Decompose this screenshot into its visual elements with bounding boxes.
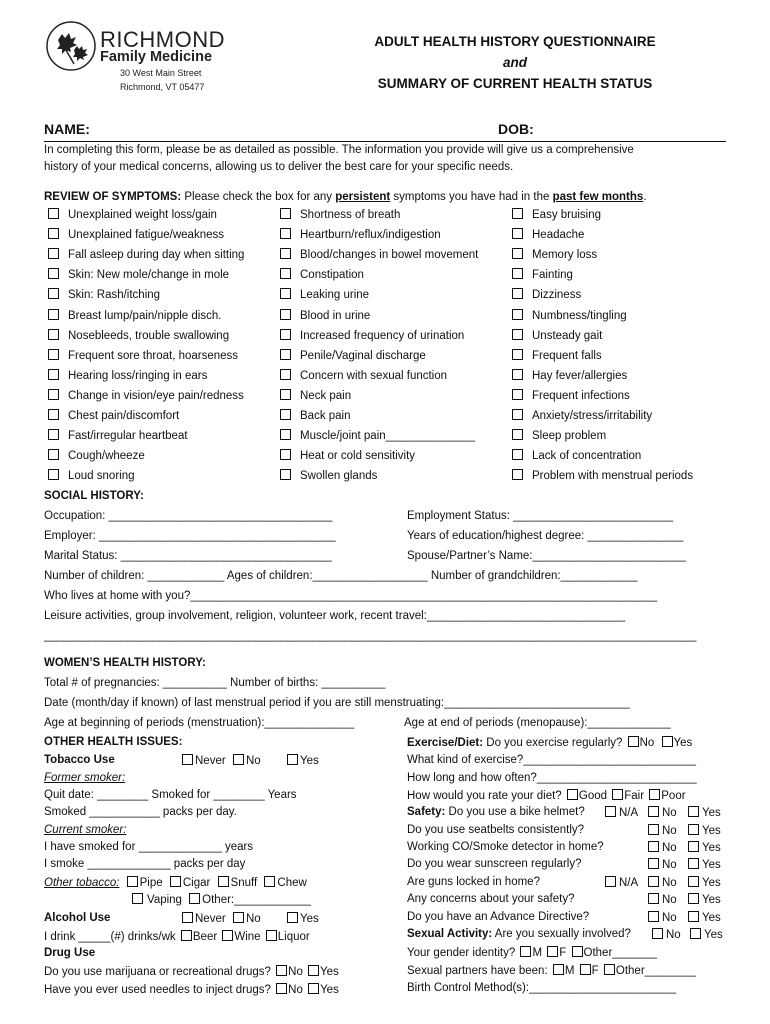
symptom-label: Lack of concentration — [532, 450, 642, 463]
symptom-label: Anxiety/stress/irritability — [532, 410, 653, 422]
symptom-checkbox[interactable] — [512, 208, 523, 219]
pipe-label: Pipe — [139, 877, 163, 889]
symptom-item[interactable] — [48, 268, 229, 281]
symptom-item[interactable] — [48, 449, 145, 462]
symptom-checkbox[interactable] — [512, 309, 523, 320]
yes-checkbox[interactable] — [688, 841, 699, 852]
symptom-item[interactable] — [48, 429, 188, 442]
marital-field[interactable]: Marital Status: _________________________________ — [44, 550, 332, 562]
symptom-item[interactable] — [280, 469, 377, 482]
symptom-item[interactable] — [512, 228, 584, 241]
symptom-item[interactable] — [280, 309, 370, 322]
needles-no-label: No — [288, 984, 303, 996]
needles-yes-label: Yes — [320, 984, 339, 996]
symptom-checkbox[interactable] — [280, 349, 291, 360]
symptom-item[interactable] — [48, 288, 160, 301]
yes-checkbox[interactable] — [688, 824, 699, 835]
sexual-activity-question: Are you sexually involved? — [492, 928, 631, 940]
no-label: No — [662, 825, 677, 837]
diet-fair-label: Fair — [624, 790, 645, 802]
symptom-checkbox[interactable] — [280, 409, 291, 420]
exercise-yes-checkbox[interactable] — [662, 736, 673, 747]
symptom-label: Numbness/tingling — [532, 309, 627, 322]
tobacco-yes-checkbox[interactable] — [287, 754, 298, 765]
address-line-2: Richmond, VT 05477 — [120, 82, 205, 92]
symptom-checkbox[interactable] — [280, 469, 291, 480]
symptom-item[interactable] — [48, 329, 229, 342]
lives-with-field[interactable]: Who lives at home with you?_________________________________________________________________________ — [44, 590, 658, 602]
symptom-label: Unsteady gait — [532, 329, 603, 342]
symptom-item[interactable] — [280, 288, 369, 301]
symptom-item[interactable] — [280, 449, 415, 462]
symptom-item[interactable] — [280, 369, 447, 382]
symptom-item[interactable] — [48, 208, 217, 221]
symptom-label: Hearing loss/ringing in ears — [68, 369, 208, 382]
symptom-label: Swollen glands — [300, 470, 378, 483]
sexual-activity-label: Sexual Activity: — [407, 928, 493, 940]
symptom-label: Frequent sore throat, hoarseness — [68, 349, 239, 362]
marijuana-no-checkbox[interactable] — [276, 965, 287, 976]
wine-label: Wine — [234, 931, 261, 943]
symptom-item[interactable] — [48, 469, 135, 482]
symptom-item[interactable] — [48, 389, 244, 402]
drinks-per-week-field[interactable]: I drink _____(#) drinks/wk — [44, 931, 176, 943]
symptom-checkbox[interactable] — [48, 349, 59, 360]
partners-f-label: F — [591, 965, 599, 977]
exercise-label: Exercise/Diet: — [407, 737, 484, 749]
symptom-item[interactable] — [48, 309, 221, 322]
no-checkbox[interactable] — [648, 893, 659, 904]
symptom-checkbox[interactable] — [512, 228, 523, 239]
yes-label: Yes — [702, 877, 721, 889]
leisure-field-continued[interactable]: ______________________________________________________________________________________________________ — [44, 630, 697, 642]
symptom-label: Muscle/joint pain______________ — [300, 430, 476, 443]
symptom-checkbox[interactable] — [512, 389, 523, 400]
diet-poor-label: Poor — [661, 790, 686, 802]
symptom-checkbox[interactable] — [512, 369, 523, 380]
yes-checkbox[interactable] — [688, 893, 699, 904]
symptom-label: Unexplained weight loss/gain — [68, 209, 217, 221]
alcohol-yes-checkbox[interactable] — [287, 912, 298, 923]
vaping-label: Vaping — [147, 894, 182, 906]
yes-label: Yes — [704, 929, 723, 941]
marijuana-yes-label: Yes — [320, 966, 339, 978]
maple-leaf-logo — [44, 20, 98, 72]
no-checkbox[interactable] — [648, 911, 659, 922]
liquor-checkbox[interactable] — [266, 930, 277, 941]
symptom-label: Sleep problem — [532, 430, 607, 443]
symptom-item[interactable] — [512, 309, 627, 322]
safety-question: Working CO/Smoke detector in home? — [407, 841, 604, 853]
brand-subtitle: Family Medicine — [100, 49, 213, 65]
intro-line-1: In completing this form, please be as detailed as possible. The information you provide will give us a comprehensive — [44, 144, 634, 156]
symptom-checkbox[interactable] — [280, 228, 291, 239]
symptom-checkbox[interactable] — [280, 429, 291, 440]
gender-other-field[interactable]: Other_______ — [583, 947, 658, 959]
vaping-checkbox[interactable] — [132, 893, 143, 904]
symptom-checkbox[interactable] — [280, 449, 291, 460]
na-checkbox[interactable] — [605, 876, 616, 887]
needles-no-checkbox[interactable] — [276, 983, 287, 994]
yes-checkbox[interactable] — [688, 858, 699, 869]
no-label: No — [662, 842, 677, 854]
brand-name: RICHMOND — [100, 27, 225, 52]
yes-checkbox[interactable] — [688, 876, 699, 887]
yes-checkbox[interactable] — [688, 911, 699, 922]
symptom-label: Memory loss — [532, 249, 598, 262]
ros-text-b: symptoms you have had in the — [390, 191, 553, 203]
yes-label: Yes — [702, 842, 721, 854]
symptom-label: Fainting — [532, 269, 573, 282]
no-checkbox[interactable] — [648, 841, 659, 852]
alcohol-label: Alcohol Use — [44, 912, 111, 924]
symptom-label: Neck pain — [300, 389, 352, 402]
cigar-checkbox[interactable] — [170, 876, 181, 887]
symptom-checkbox[interactable] — [280, 309, 291, 320]
employment-field[interactable]: Employment Status: _________________________ — [407, 510, 673, 522]
no-label: No — [662, 877, 677, 889]
needles-question: Have you ever used needles to inject drugs? — [44, 984, 271, 996]
symptom-checkbox[interactable] — [512, 429, 523, 440]
symptom-label: Hay fever/allergies — [532, 369, 628, 382]
symptom-item[interactable] — [280, 208, 400, 221]
no-checkbox[interactable] — [648, 824, 659, 835]
gender-m-label: M — [532, 947, 543, 959]
alcohol-never-checkbox[interactable] — [182, 912, 193, 923]
partners-m-checkbox[interactable] — [553, 964, 564, 975]
chew-label: Chew — [277, 877, 307, 889]
symptom-checkbox[interactable] — [512, 248, 523, 259]
symptom-checkbox[interactable] — [48, 208, 59, 219]
alcohol-no-label: No — [246, 913, 261, 925]
exercise-question: Do you exercise regularly? — [483, 737, 623, 749]
smoked-years-field[interactable]: I have smoked for _____________ years — [44, 841, 254, 853]
safety-question: Do you have an Advance Directive? — [407, 911, 590, 923]
symptom-checkbox[interactable] — [48, 409, 59, 420]
symptom-checkbox[interactable] — [512, 449, 523, 460]
symptom-label: Concern with sexual function — [300, 369, 448, 382]
symptom-label: Frequent infections — [532, 389, 630, 402]
symptom-checkbox[interactable] — [512, 469, 523, 480]
symptom-label: Blood/changes in bowel movement — [300, 249, 479, 262]
tobacco-never-label: Never — [195, 755, 226, 767]
name-field[interactable] — [100, 136, 490, 140]
ros-text-c: . — [643, 191, 647, 203]
symptom-item[interactable] — [48, 248, 244, 261]
symptom-checkbox[interactable] — [48, 248, 59, 259]
address-line-1: 30 West Main Street — [120, 68, 202, 78]
no-label: No — [662, 894, 677, 906]
symptom-label: Fall asleep during day when sitting — [68, 249, 245, 262]
tobacco-no-checkbox[interactable] — [233, 754, 244, 765]
symptom-checkbox[interactable] — [48, 389, 59, 400]
yes-label: Yes — [702, 807, 721, 819]
form-title-and: and — [502, 55, 527, 70]
beer-checkbox[interactable] — [181, 930, 192, 941]
symptom-label: Fast/irregular heartbeat — [68, 430, 188, 443]
gender-m-checkbox[interactable] — [520, 946, 531, 957]
symptom-checkbox[interactable] — [48, 429, 59, 440]
exercise-no-checkbox[interactable] — [628, 736, 639, 747]
no-label: No — [666, 929, 681, 941]
symptom-checkbox[interactable] — [280, 248, 291, 259]
symptom-label: Breast lump/pain/nipple disch. — [68, 309, 222, 322]
dob-field[interactable] — [540, 136, 720, 140]
symptom-label: Penile/Vaginal discharge — [300, 349, 426, 362]
no-label: No — [662, 807, 677, 819]
symptom-label: Loud snoring — [68, 470, 135, 483]
symptom-item[interactable] — [512, 268, 573, 281]
symptom-label: Leaking urine — [300, 289, 370, 302]
yes-label: Yes — [702, 894, 721, 906]
symptom-label: Easy bruising — [532, 209, 602, 221]
no-checkbox[interactable] — [648, 806, 659, 817]
symptom-item[interactable] — [280, 228, 441, 241]
symptom-label: Skin: Rash/itching — [68, 289, 161, 302]
safety-question: Do you use seatbelts consistently? — [407, 824, 585, 836]
symptom-label: Problem with menstrual periods — [532, 470, 694, 483]
age-end-field[interactable]: Age at end of periods (menopause):_____________ — [404, 717, 671, 729]
womens-heading: WOMEN’S HEALTH HISTORY: — [44, 657, 206, 669]
symptom-label: Headache — [532, 229, 585, 242]
symptom-item[interactable] — [48, 228, 224, 241]
needles-yes-checkbox[interactable] — [308, 983, 319, 994]
symptom-item[interactable] — [512, 329, 602, 342]
symptom-checkbox[interactable] — [512, 409, 523, 420]
symptom-item[interactable] — [280, 329, 464, 342]
symptom-item[interactable] — [512, 349, 602, 362]
chew-checkbox[interactable] — [264, 876, 275, 887]
tobacco-yes-label: Yes — [300, 755, 319, 767]
pipe-checkbox[interactable] — [127, 876, 138, 887]
symptom-checkbox[interactable] — [512, 349, 523, 360]
beer-label: Beer — [192, 931, 218, 943]
children-field[interactable]: Number of children: ____________ Ages of children:__________________ Number of grandchildren:____________ — [44, 570, 638, 582]
no-checkbox[interactable] — [652, 928, 663, 939]
education-field[interactable]: Years of education/highest degree: _______________ — [407, 530, 684, 542]
partners-other-field[interactable]: Other________ — [615, 965, 696, 977]
cigar-label: Cigar — [182, 877, 211, 889]
na-label: N/A — [619, 877, 639, 889]
lmp-field[interactable]: Date (month/day if known) of last menstrual period if you are still menstruating:_____________________________ — [44, 697, 630, 709]
no-label: No — [662, 912, 677, 924]
ros-instructions — [44, 191, 647, 203]
na-checkbox[interactable] — [605, 806, 616, 817]
exercise-yes-label: Yes — [673, 737, 693, 749]
no-checkbox[interactable] — [648, 876, 659, 887]
yes-checkbox[interactable] — [690, 928, 701, 939]
birth-control-field[interactable]: Birth Control Method(s):_______________________ — [407, 982, 677, 994]
no-checkbox[interactable] — [648, 858, 659, 869]
safety-question: Do you wear sunscreen regularly? — [407, 858, 582, 870]
symptom-item[interactable] — [280, 248, 478, 261]
symptom-label: Frequent falls — [532, 349, 602, 362]
symptom-item[interactable] — [512, 288, 581, 301]
symptom-label: Shortness of breath — [300, 209, 401, 221]
symptom-item[interactable] — [512, 389, 630, 402]
symptom-checkbox[interactable] — [48, 329, 59, 340]
symptom-item[interactable] — [280, 409, 351, 422]
other-tobacco-field[interactable]: Other:____________ — [202, 894, 311, 906]
alcohol-never-label: Never — [195, 913, 226, 925]
symptom-label: Heat or cold sensitivity — [300, 450, 416, 463]
symptom-item[interactable] — [512, 449, 641, 462]
symptom-label: Back pain — [300, 410, 351, 422]
symptom-label: Nosebleeds, trouble swallowing — [68, 329, 230, 342]
symptom-label: Cough/wheeze — [68, 450, 145, 463]
gender-question: Your gender identity? — [407, 947, 516, 959]
diet-good-label: Good — [578, 790, 608, 802]
alcohol-no-checkbox[interactable] — [233, 912, 244, 923]
symptom-item[interactable] — [48, 409, 179, 422]
helmet-question: Do you use a bike helmet? — [445, 806, 585, 818]
form-title: ADULT HEALTH HISTORY QUESTIONNAIRE — [374, 34, 656, 49]
drug-use-label: Drug Use — [44, 947, 96, 959]
symptom-item[interactable] — [512, 469, 693, 482]
former-smoker-label: Former smoker: — [44, 772, 126, 784]
symptom-checkbox[interactable] — [512, 288, 523, 299]
symptom-item[interactable] — [512, 429, 606, 442]
diet-question: How would you rate your diet? — [407, 790, 562, 802]
symptom-checkbox[interactable] — [280, 329, 291, 340]
symptom-item[interactable] — [512, 409, 652, 422]
spouse-field[interactable]: Spouse/Partner’s Name:________________________ — [407, 550, 686, 562]
symptom-label: Change in vision/eye pain/redness — [68, 389, 244, 402]
exercise-frequency-field[interactable]: How long and how often?_________________________ — [407, 772, 697, 784]
current-smoker-label: Current smoker: — [44, 824, 127, 836]
symptom-checkbox[interactable] — [48, 268, 59, 279]
ros-label: REVIEW OF SYMPTOMS: — [44, 191, 182, 203]
symptom-label: Constipation — [300, 269, 364, 282]
intro-line-2: history of your medical concerns, allowing us to deliver the best care for your specific needs. — [44, 161, 514, 173]
other-tobacco-label: Other tobacco: — [44, 877, 120, 889]
symptom-checkbox[interactable] — [48, 228, 59, 239]
diet-fair-checkbox[interactable] — [612, 789, 623, 800]
liquor-label: Liquor — [277, 931, 310, 943]
exercise-kind-field[interactable]: What kind of exercise?___________________________ — [407, 754, 697, 766]
yes-label: Yes — [702, 859, 721, 871]
header-divider — [44, 141, 726, 142]
symptom-checkbox[interactable] — [48, 369, 59, 380]
symptom-item[interactable] — [512, 369, 627, 382]
dob-label: DOB: — [498, 121, 534, 137]
form-subtitle: SUMMARY OF CURRENT HEALTH STATUS — [377, 76, 653, 91]
age-begin-field[interactable]: Age at beginning of periods (menstruation):______________ — [44, 717, 355, 729]
quit-date-field[interactable]: Quit date: ________ Smoked for ________ Years — [44, 789, 297, 801]
symptom-item[interactable] — [512, 248, 597, 261]
symptom-label: Increased frequency of urination — [300, 329, 465, 342]
tobacco-no-label: No — [246, 755, 261, 767]
symptom-item[interactable] — [280, 268, 364, 281]
symptom-label: Skin: New mole/change in mole — [68, 269, 230, 282]
symptom-item[interactable] — [512, 208, 601, 221]
symptom-item[interactable] — [48, 349, 238, 362]
symptom-checkbox[interactable] — [48, 449, 59, 460]
no-label: No — [662, 859, 677, 871]
wine-checkbox[interactable] — [222, 930, 233, 941]
symptom-label: Chest pain/discomfort — [68, 410, 180, 422]
safety-question: Are guns locked in home? — [407, 876, 540, 888]
symptom-label: Heartburn/reflux/indigestion — [300, 229, 441, 242]
symptom-label: Unexplained fatigue/weakness — [68, 229, 224, 242]
symptom-checkbox[interactable] — [280, 369, 291, 380]
employer-field[interactable]: Employer: _____________________________________ — [44, 530, 336, 542]
gender-f-checkbox[interactable] — [547, 946, 558, 957]
symptom-item[interactable] — [280, 389, 351, 402]
name-label: NAME: — [44, 121, 90, 137]
symptom-item[interactable] — [280, 429, 475, 442]
tobacco-label: Tobacco Use — [44, 754, 115, 766]
tobacco-never-checkbox[interactable] — [182, 754, 193, 765]
symptom-checkbox[interactable] — [48, 309, 59, 320]
other-tobacco-checkbox[interactable] — [189, 893, 200, 904]
marijuana-no-label: No — [288, 966, 303, 978]
safety-label: Safety: — [407, 806, 446, 818]
gender-other-checkbox[interactable] — [572, 946, 583, 957]
symptom-label: Blood in urine — [300, 309, 371, 322]
snuff-checkbox[interactable] — [218, 876, 229, 887]
safety-question: Any concerns about your safety? — [407, 893, 575, 905]
diet-good-checkbox[interactable] — [567, 789, 578, 800]
social-heading: SOCIAL HISTORY: — [44, 490, 144, 502]
symptom-checkbox[interactable] — [280, 288, 291, 299]
symptom-checkbox[interactable] — [280, 389, 291, 400]
exercise-no-label: No — [639, 737, 655, 749]
partners-question: Sexual partners have been: — [407, 965, 548, 977]
symptom-checkbox[interactable] — [280, 268, 291, 279]
diet-poor-checkbox[interactable] — [649, 789, 660, 800]
yes-checkbox[interactable] — [688, 806, 699, 817]
gender-f-label: F — [559, 947, 567, 959]
leisure-field[interactable]: Leisure activities, group involvement, religion, volunteer work, recent travel:_______________________________ — [44, 610, 626, 622]
symptom-item[interactable] — [280, 349, 426, 362]
symptom-checkbox[interactable] — [48, 469, 59, 480]
yes-label: Yes — [702, 825, 721, 837]
snuff-label: Snuff — [230, 877, 258, 889]
marijuana-question: Do you use marijuana or recreational drugs? — [44, 966, 271, 978]
smoke-packs-field[interactable]: I smoke _____________ packs per day — [44, 858, 246, 870]
occupation-field[interactable]: Occupation: ___________________________________ — [44, 510, 333, 522]
partners-f-checkbox[interactable] — [580, 964, 591, 975]
symptom-item[interactable] — [48, 369, 207, 382]
pregnancies-field[interactable]: Total # of pregnancies: __________ Number of births: __________ — [44, 677, 386, 689]
symptom-checkbox[interactable] — [48, 288, 59, 299]
ros-text-a: Please check the box for any — [181, 191, 336, 203]
yes-label: Yes — [702, 912, 721, 924]
partners-other-checkbox[interactable] — [604, 964, 615, 975]
symptom-checkbox[interactable] — [280, 208, 291, 219]
partners-m-label: M — [564, 965, 575, 977]
marijuana-yes-checkbox[interactable] — [308, 965, 319, 976]
symptom-label: Dizziness — [532, 289, 582, 302]
ros-persistent: persistent — [335, 191, 391, 203]
na-label: N/A — [619, 807, 639, 819]
other-health-heading: OTHER HEALTH ISSUES: — [44, 736, 183, 748]
ros-past-few-months: past few months — [552, 191, 644, 203]
symptom-checkbox[interactable] — [512, 268, 523, 279]
alcohol-yes-label: Yes — [300, 913, 319, 925]
symptom-checkbox[interactable] — [512, 329, 523, 340]
smoked-packs-field[interactable]: Smoked ___________ packs per day. — [44, 806, 237, 818]
